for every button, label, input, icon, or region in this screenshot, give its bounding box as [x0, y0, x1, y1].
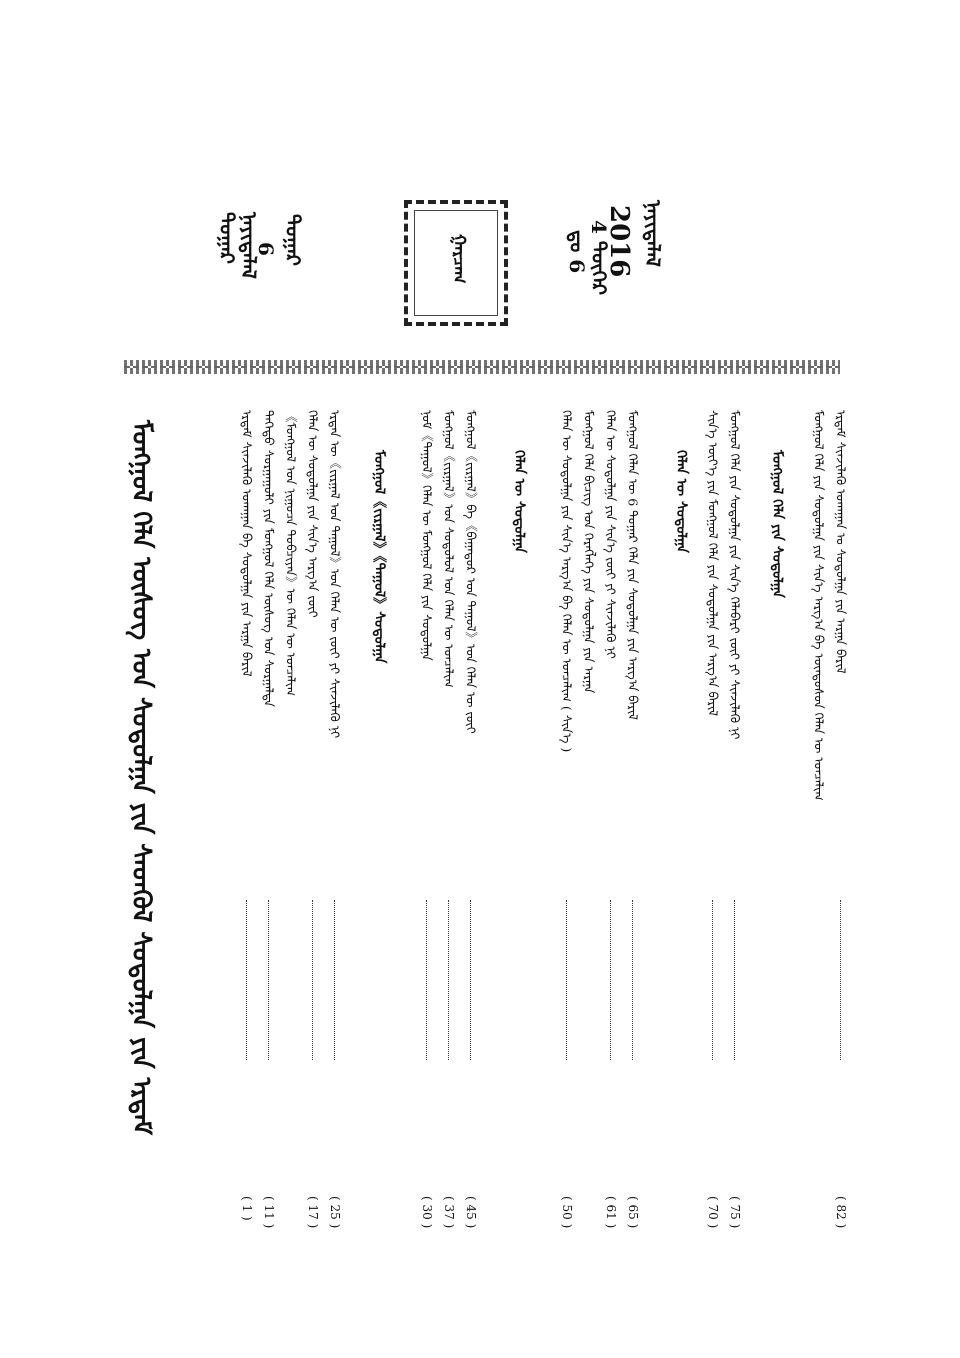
toc-entry: ᠨᠣᠮ《ᠳᠠᠭᠤᠯ》ᠬᠡᠯᠡᠨ ᠦ ᠮᠣᠩᠭᠣᠯ ᠬᠡᠯᠡ ᠶᠢᠨ ᠰᠤᠳᠤᠯᠭᠠ: [419, 410, 435, 661]
toc-leader-dots: [426, 900, 427, 1060]
toc-section-heading: ᠮᠣᠩᠭᠣᠯ ᠬᠡᠯᠡ ᠶᠢᠨ ᠰᠤᠳᠤᠯᠭᠠ: [769, 450, 785, 598]
toc-entry: ᠮᠣᠩᠭᠣᠯ《ᠵᠢᠷᠭᠠᠯ》ᠤᠨ ᠰᠤᠳᠤᠯᠤᠯ ᠤᠨ ᠬᠡᠯᠡᠨ ᠦ ᠣᠨᠴᠠᠯᠢᠭ: [441, 410, 457, 688]
toc-leader-dots: [448, 900, 449, 1060]
toc-leader-dots: [610, 900, 611, 1060]
decorative-divider: [124, 360, 840, 374]
main-title: ᠮᠣᠩᠭᠣᠯ ᠬᠡᠯᠡ ᠦᠰᠦᠭ ᠤᠨ ᠰᠤᠳᠤᠯᠭᠠ ᠶᠢᠨ ᠰᠡᠳᠭᠦᠯ ᠰᠤᠳᠤᠯᠭᠠ ᠶᠢᠨ ᠡᠷᠳᠡᠮ: [126, 420, 156, 1135]
toc-entry: ᠡᠷᠳᠡᠮ ᠰᠢᠨᠵᠢᠯᠡᠬᠦ ᠤᠬᠠᠭᠠᠨ ᠤ ᠰᠤᠳᠤᠯᠭᠠ ᠶᠢᠨ ᠠᠷᠭᠠ ᠪᠠᠷᠢᠯ: [833, 410, 849, 674]
toc-leader-dots: [566, 900, 567, 1060]
toc-entry: ᠮᠣᠩᠭᠣᠯ《ᠵᠢᠷᠭᠠᠯ》ᠪᠠ《ᠪᠠᠭᠠᠲᠤᠷ ᠤᠨ ᠳᠠᠭᠤᠯ》ᠤᠨ ᠬᠡᠯᠡᠨ ᠦ ᠵᠦᠢ: [463, 410, 479, 734]
toc-leader-dots: [268, 900, 269, 1060]
toc-page-number: ( 75 ): [728, 1196, 742, 1229]
toc-page-number: ( 25 ): [328, 1196, 342, 1229]
toc-leader-dots: [712, 900, 713, 1060]
toc-section-heading: ᠬᠡᠯᠡᠨ ᠦ ᠰᠤᠳᠤᠯᠭᠠ: [511, 450, 527, 554]
toc-entry: ᠮᠣᠩᠭᠣᠯ ᠬᠡᠯᠡ ᠶᠢᠨ ᠰᠤᠳᠤᠯᠭᠠ ᠶᠢᠨ ᠰᠢᠨ᠎ᠡ ᠠᠷᠭ᠎ᠠ ᠪᠠ ᠦᠨᠳᠦᠰᠦᠨ ᠬᠡᠯᠡᠨ ᠦ ᠣᠨᠴᠠᠯᠢᠭ: [811, 410, 827, 801]
toc-entry: ᠰᠢᠨ᠎ᠡ ᠦᠶ᠎ᠡ ᠶᠢᠨ ᠮᠣᠩᠭᠣᠯ ᠬᠡᠯᠡ ᠶᠢᠨ ᠰᠤᠳᠤᠯᠭᠠ ᠶᠢᠨ ᠠᠷᠭ᠎ᠠ ᠪᠠᠷᠢᠯ: [705, 410, 721, 717]
issue-number: 4 ᠳᠦᠭᠡᠷ: [587, 220, 611, 295]
toc-entry: ᠡᠷᠳᠡᠮ ᠰᠢᠨᠵᠢᠯᠡᠬᠦ ᠤᠬᠠᠭᠠᠨ ᠪᠠ ᠰᠤᠳᠤᠯᠭᠠ ᠶᠢᠨ ᠠᠷᠭᠠ ᠪᠠᠷᠢᠯ: [239, 410, 255, 677]
issue-year: 2016: [604, 205, 634, 278]
stamp-box: [404, 200, 508, 326]
toc-leader-dots: [334, 900, 335, 1060]
issue-label-4: ᠳᠤᠭᠠᠷ: [215, 212, 239, 264]
toc-entry: ᠳᠡᠭᠡᠳᠦ ᠰᠤᠷᠭᠠᠭᠤᠯᠢ ᠶᠢᠨ ᠮᠣᠩᠭᠣᠯ ᠬᠡᠯᠡ ᠦᠰᠦᠭ ᠤᠨ ᠰᠤᠷᠭᠠᠯᠳᠠ: [261, 410, 277, 707]
toc-entry: ᠬᠡᠯᠡᠨ ᠦ ᠰᠤᠳᠤᠯᠭᠠ ᠶᠢᠨ ᠰᠢᠨ᠎ᠡ ᠠᠷᠭ᠎ᠠ ᠵᠦᠢ: [305, 410, 321, 618]
toc-page-number: ( 82 ): [834, 1196, 848, 1229]
toc-page-number: ( 61 ): [604, 1196, 618, 1229]
toc-leader-dots: [470, 900, 471, 1060]
toc-page-number: ( 37 ): [442, 1196, 456, 1229]
toc-page-number: ( 45 ): [464, 1196, 478, 1229]
issue-vol: ᠳᠤ 6: [565, 230, 589, 274]
toc-leader-dots: [632, 900, 633, 1060]
toc-page-number: ( 70 ): [706, 1196, 720, 1229]
toc-entry: ᠮᠣᠩᠭᠣᠯ ᠬᠡᠯᠡᠨ ᠦ 6 ᠳᠤᠭᠠᠷ ᠬᠡᠯᠡ ᠶᠢᠨ ᠰᠤᠳᠤᠯᠭᠠ ᠶᠢᠨ ᠠᠷᠭ᠎ᠠ ᠪᠠᠷᠢᠯ: [625, 410, 641, 720]
toc-page-number: ( 11 ): [262, 1196, 276, 1229]
issue-label-3: ᠨᠡᠶᠢᠲᠡᠯᠡᠯ: [237, 212, 261, 279]
toc-leader-dots: [312, 900, 313, 1060]
issue-label: ᠨᠡᠶᠢᠲᠡᠯᠡᠯ: [641, 200, 665, 267]
toc-entry: 《ᠮᠣᠩᠭᠣᠯ ᠤᠨ ᠨᠢᠭᠤᠴᠠ ᠲᠣᠪᠴᠢᠶᠠᠨ》ᠦ ᠬᠡᠯᠡᠨ ᠦ ᠣᠨᠴᠠᠯᠢᠭ: [283, 410, 299, 697]
issue-num-2: 6: [254, 242, 278, 256]
toc-entry: ᠮᠣᠩᠭᠣᠯ ᠬᠡᠯᠡ ᠶᠢᠨ ᠰᠤᠳᠤᠯᠭᠠ ᠶᠢᠨ ᠰᠢᠨ᠎ᠡ ᠬᠡᠯᠡᠪᠡᠷᠢ ᠵᠦᠢ ᠶᠢ ᠰᠢᠨᠵᠢᠯᠡᠬᠦ ᠨᠢ: [727, 410, 743, 740]
toc-page-number: ( 30 ): [420, 1196, 434, 1229]
stamp-label: ᠭᠠᠷᠴᠠᠭ: [449, 234, 469, 284]
toc-section-heading: ᠮᠣᠩᠭᠣᠯ《ᠵᠢᠷᠭᠠᠯ》《ᠳᠠᠭᠤᠯ》ᠰᠤᠳᠤᠯᠭᠠ: [371, 450, 387, 664]
toc-leader-dots: [246, 900, 247, 1060]
toc-section-heading: ᠬᠡᠯᠡᠨ ᠦ ᠰᠤᠳᠤᠯᠭᠠ: [673, 450, 689, 554]
toc-entry: ᠮᠣᠩᠭᠣᠯ ᠬᠡᠯᠡ ᠪᠢᠴᠢᠭ ᠤᠨ ᠬᠡᠷᠡᠭᠯᠡᠭᠡ ᠶᠢᠨ ᠰᠤᠳᠤᠯᠭᠠ ᠶᠢᠨ ᠠᠷᠭᠠ: [581, 410, 597, 694]
toc-entry: ᠬᠡᠯᠡᠨ ᠦ ᠰᠤᠳᠤᠯᠭᠠ ᠶᠢᠨ ᠰᠢᠨ᠎ᠡ ᠠᠷᠭ᠎ᠠ ᠪᠠ ᠬᠡᠯᠡᠨ ᠦ ᠣᠨᠴᠠᠯᠢᠭ ( ᠰᠢᠨ᠎ᠡ ): [559, 410, 575, 753]
toc-leader-dots: [840, 900, 841, 1060]
toc-page-number: ( 1 ): [240, 1196, 254, 1221]
toc-entry: ᠬᠡᠯᠡᠨ ᠦ ᠰᠤᠳᠤᠯᠭᠠ ᠶᠢᠨ ᠰᠢᠨ᠎ᠡ ᠵᠦᠢ ᠶᠢ ᠰᠢᠨᠵᠢᠯᠡᠬᠦ ᠨᠢ: [603, 410, 619, 659]
toc-entry: ᠡᠷᠲᠡᠨ ᠦ《ᠵᠢᠷᠭᠠᠯ ᠤᠨ ᠳᠠᠭᠤᠯ》ᠤᠨ ᠬᠡᠯᠡᠨ ᠦ ᠵᠦᠢ ᠶᠢ ᠰᠢᠨᠵᠢᠯᠡᠬᠦ ᠨᠢ: [327, 410, 343, 739]
toc-page-number: ( 50 ): [560, 1196, 574, 1229]
toc-page-number: ( 17 ): [306, 1196, 320, 1229]
toc-leader-dots: [734, 900, 735, 1060]
toc-page-number: ( 65 ): [626, 1196, 640, 1229]
issue-label-2: ᠳᠤᠭᠠᠷ: [281, 214, 305, 266]
